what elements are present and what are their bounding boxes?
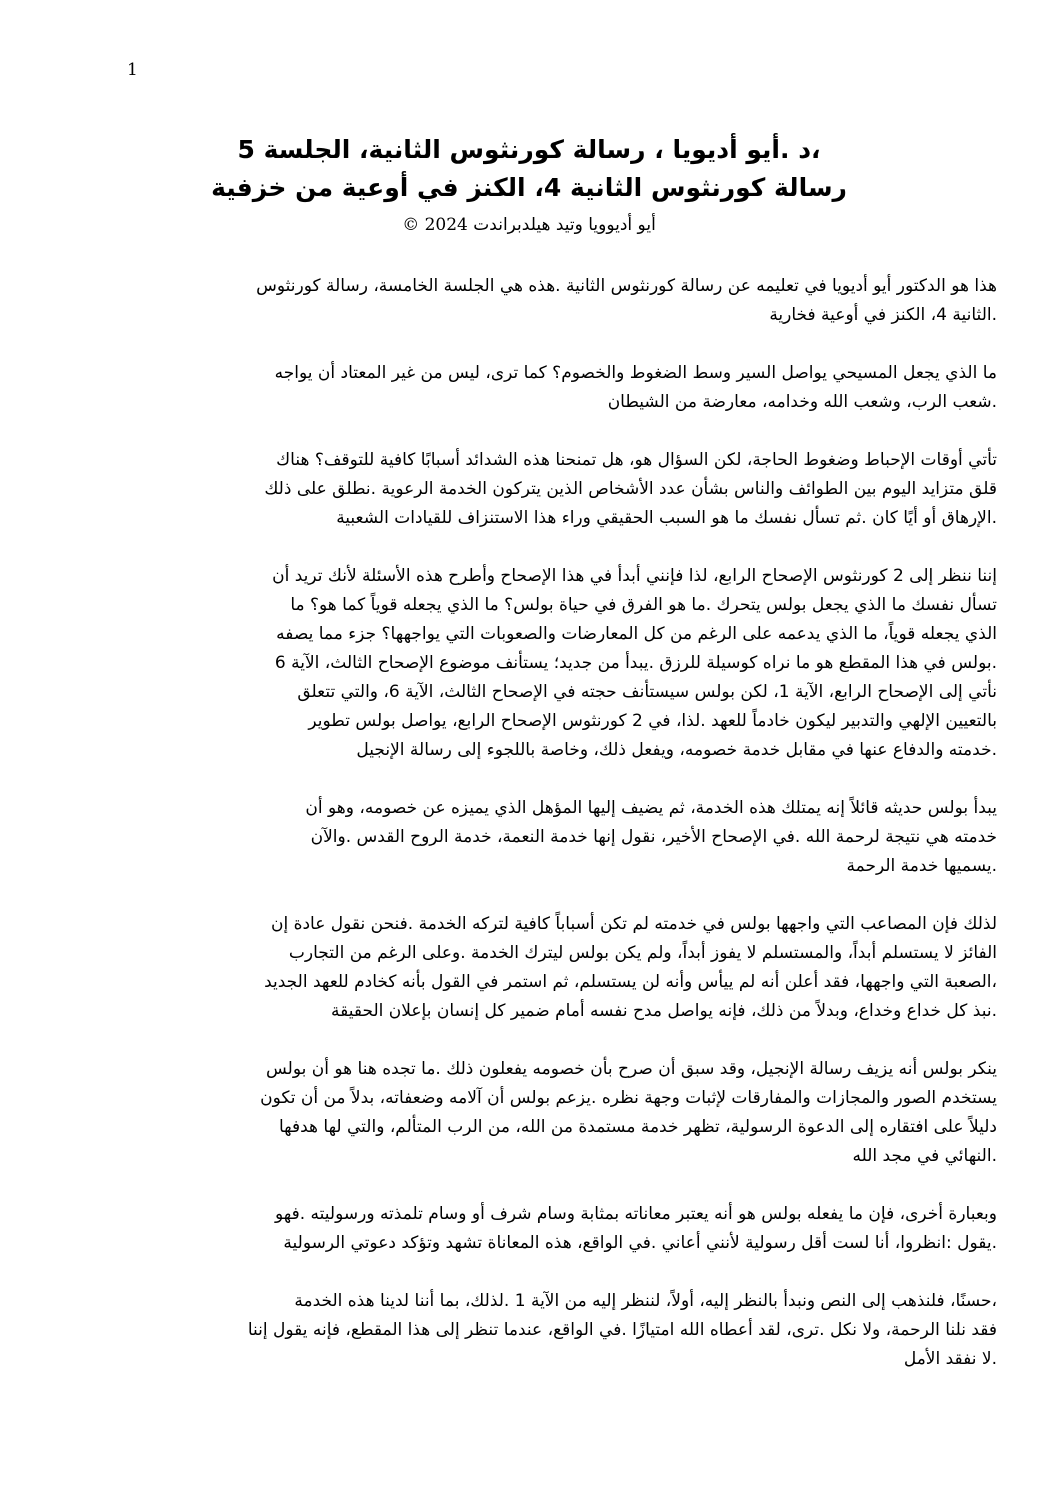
document-body (63, 272, 997, 1374)
paragraph-line: .الثانية 4، الكنز في أوعية فخارية (769, 305, 997, 325)
paragraph (63, 1200, 997, 1258)
paragraph-line: نأتي إلى الإصحاح الرابع، الآية 1، لكن بولس سيستأنف حجته في الإصحاح الثالث، الآية 6، والتي تتعلق (297, 682, 997, 702)
paragraph (63, 1055, 997, 1171)
paragraph-line: إننا ننظر إلى 2 كورنثوس الإصحاح الرابع، لذا فإنني أبدأ في هذا الإصحاح وأطرح هذه الأسئلة لأنك تريد أن (272, 566, 997, 586)
paragraph (63, 910, 997, 1026)
paragraph-line: .بولس في هذا المقطع هو ما نراه كوسيلة للرزق .يبدأ من جديد؛ يستأنف موضوع الإصحاح الثالث، الآية 6 (274, 653, 997, 673)
paragraph-line: .يسميها خدمة الرحمة (846, 856, 997, 876)
paragraph-line: .النهائي في مجد الله (852, 1146, 997, 1166)
paragraph-line: ،الصعبة التي واجهها، فقد أعلن أنه لم ييأس وأنه لن يستسلم، ثم استمر في القول بأنه كخادم للعهد الجديد (264, 972, 997, 992)
paragraph-line: تأتي أوقات الإحباط وضغوط الحاجة، لكن السؤال هو، هل تمنحنا هذه الشدائد أسبابًا كافية للتوقف؟ هناك (276, 450, 997, 470)
copyright-line: أيو أديوويا وتيد هيلدبراندت 2024 © (402, 215, 656, 235)
paragraph (63, 272, 997, 330)
paragraph-line: يبدأ بولس حديثه قائلاً إنه يمتلك هذه الخدمة، ثم يضيف إليها المؤهل الذي يميزه عن خصومه، وهو أن (305, 798, 997, 818)
paragraph (63, 1287, 997, 1374)
paragraph-line: .يقول :انظروا، أنا لست أقل رسولية لأنني أعاني .في الواقع، هذه المعاناة تشهد وتؤكد دعوتي الرسولية (283, 1233, 997, 1253)
paragraph-line: .نبذ كل خداع وخداع، وبدلاً من ذلك، فإنه يواصل مدح نفسه أمام ضمير كل إنسان بإعلان الحقيقة (331, 1001, 997, 1021)
paragraph-line: الفائز لا يستسلم أبداً، والمستسلم لا يفوز أبداً، ولم يكن بولس ليترك الخدمة .وعلى الرغم من التجارب (288, 943, 997, 963)
paragraph-line: خدمته هي نتيجة لرحمة الله .في الإصحاح الأخير، نقول إنها خدمة النعمة، خدمة الروح القدس .والآن (310, 827, 997, 847)
paragraph (63, 359, 997, 417)
page-number: 1 (127, 60, 138, 80)
paragraph-line: ينكر بولس أنه يزيف رسالة الإنجيل، وقد سبق أن صرح بأن خصومه يفعلون ذلك .ما تجده هنا هو أن بولس (266, 1059, 997, 1079)
paragraph-line: قلق متزايد اليوم بين الطوائف والناس بشأن عدد الأشخاص الذين يتركون الخدمة الرعوية .نطلق على ذلك (264, 479, 997, 499)
title-block (0, 131, 1058, 238)
paragraph-line: تسأل نفسك ما الذي يجعل بولس يتحرك .ما هو الفرق في حياة بولس؟ ما الذي يجعله قوياً كما هو؟ ما (290, 595, 997, 615)
document-title-line-2: رسالة كورنثوس الثانية 4، الكنز في أوعية من خزفية (211, 173, 847, 202)
paragraph-line: الذي يجعله قوياً، ما الذي يدعمه على الرغم من كل المعارضات والصعوبات التي يواجهها؟ جزء مما يصفه (276, 624, 997, 644)
paragraph-line: .لا نفقد الأمل (903, 1349, 997, 1369)
paragraph (63, 794, 997, 881)
paragraph-line: ،حسنًا، فلنذهب إلى النص ونبدأ بالنظر إليه، أولاً، لننظر إليه من الآية 1 .لذلك، بما أننا لدينا هذه الخدمة (294, 1291, 997, 1311)
paragraph-line: .خدمته والدفاع عنها في مقابل خدمة خصومه، ويفعل ذلك، وخاصة باللجوء إلى رسالة الإنجيل (356, 740, 997, 760)
paragraph-line: .شعب الرب، وشعب الله وخدامه، معارضة من الشيطان (607, 392, 997, 412)
paragraph-line: يستخدم الصور والمجازات والمفارقات لإثبات وجهة نظره .يزعم بولس أن آلامه وضعفاته، بدلاً من أن تكون (260, 1088, 997, 1108)
paragraph (63, 446, 997, 533)
document-title-line-1: ،د .أيو أديويا ، رسالة كورنثوس الثانية، الجلسة 5 (237, 135, 821, 164)
paragraph-line: وبعبارة أخرى، فإن ما يفعله بولس هو أنه يعتبر معاناته بمثابة وسام شرف أو وسام تلمذته ورسوليته .فهو (274, 1204, 997, 1224)
paragraph-line: ما الذي يجعل المسيحي يواصل السير وسط الضغوط والخصوم؟ كما ترى، ليس من غير المعتاد أن يواجه (274, 363, 997, 383)
paragraph-line: لذلك فإن المصاعب التي واجهها بولس في خدمته لم تكن أسباباً كافية لتركه الخدمة .فنحن نقول عادة إن (270, 914, 997, 934)
paragraph (63, 562, 997, 765)
paragraph-line: بالتعيين الإلهي والتدبير ليكون خادماً للعهد .لذا، في 2 كورنثوس الإصحاح الرابع، يواصل بولس تطوير (308, 711, 997, 731)
paragraph-line: دليلاً على افتقاره إلى الدعوة الرسولية، تظهر خدمة مستمدة من الله، من الرب المتألم، والتي لها هدفها (278, 1117, 997, 1137)
paragraph-line: .الإرهاق أو أيًا كان .ثم تسأل نفسك ما هو السبب الحقيقي وراء هذا الاستنزاف للقيادات الشعبية (336, 508, 997, 528)
paragraph-line: فقد نلنا الرحمة، ولا نكل .ترى، لقد أعطاه الله امتيازًا .في الواقع، عندما تنظر إلى هذا المقطع، فإنه يقول إننا (247, 1320, 997, 1340)
paragraph-line: هذا هو الدكتور أيو أديويا في تعليمه عن رسالة كورنثوس الثانية .هذه هي الجلسة الخامسة، رسالة كورنثوس (256, 276, 997, 296)
